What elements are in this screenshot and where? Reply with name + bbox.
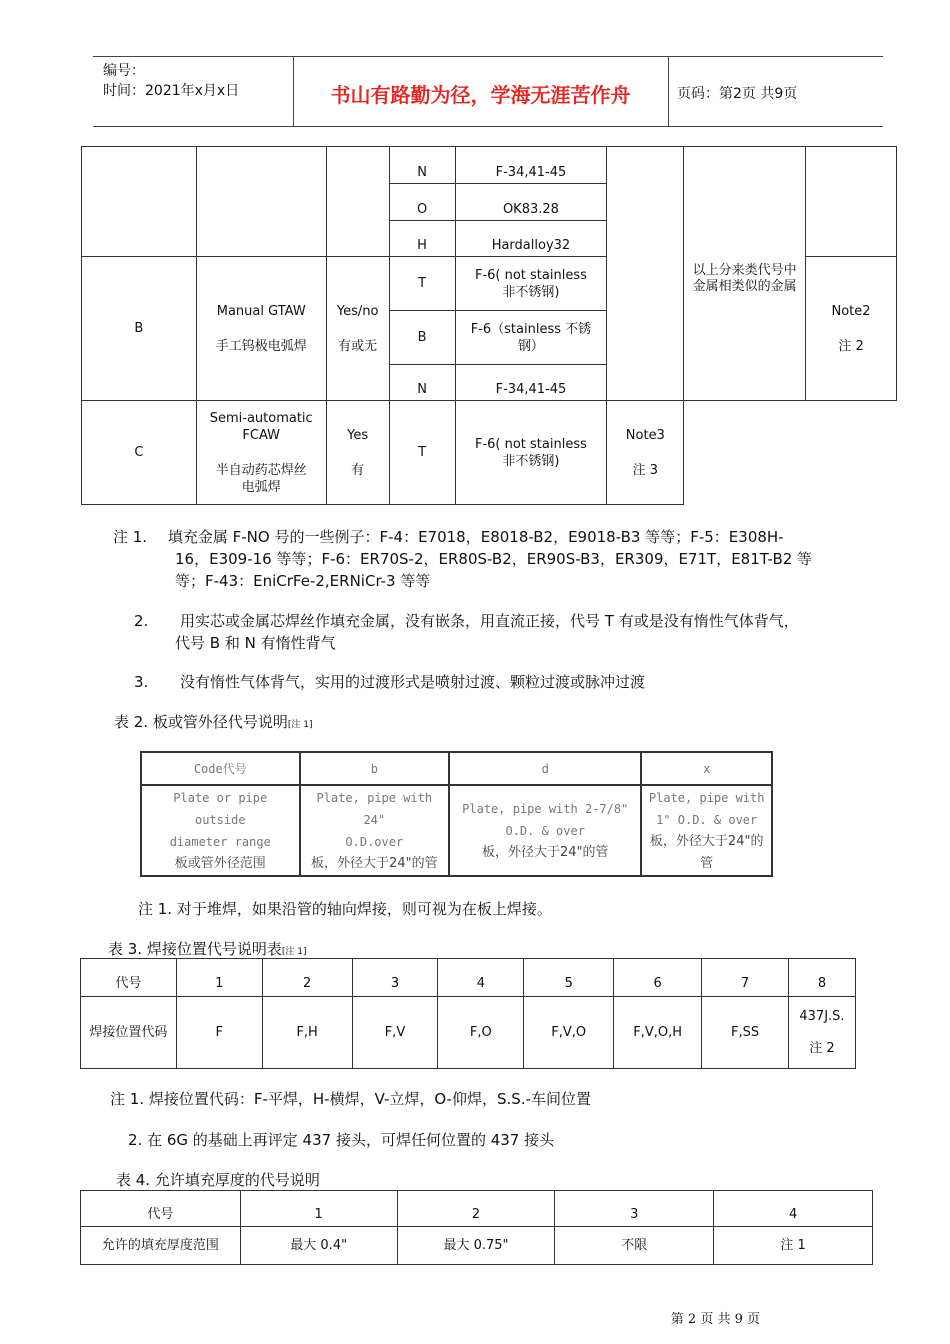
thickness-code-table — [80, 1190, 873, 1265]
process-en: Manual GTAW — [216, 303, 306, 319]
backing-cn: 有 — [351, 462, 365, 478]
header-motto: 书山有路勤为径，学海无涯苦作舟 — [330, 83, 631, 107]
metal-line: F-6( not stainless — [474, 267, 587, 283]
table-cell: F,O — [438, 997, 524, 1069]
header-cell: 7 — [702, 959, 789, 997]
backing-en: Yes — [347, 427, 369, 443]
note-text: 16，E309-16 等等；F-6：ER70S-2，ER80S-B2，ER90S-B3，ER309，E71T，E81T-B2 等 — [175, 550, 813, 568]
metal-line: 非不锈钢) — [502, 284, 560, 300]
range-line: O.D. & over — [505, 823, 585, 838]
page-footer: 第 2 页 共 9 页 — [670, 1312, 760, 1327]
table4-caption: 表 4. 允许填充厚度的代号说明 — [116, 1171, 320, 1189]
caption-text: 表 3. 焊接位置代号说明表 — [108, 940, 282, 958]
process-en: FCAW — [242, 427, 281, 443]
note-1 — [113, 526, 903, 548]
metal-cell — [455, 311, 607, 365]
group-c-process — [196, 401, 326, 505]
table-cell — [82, 147, 197, 257]
process-cn: 手工钨极电弧焊 — [215, 338, 307, 354]
cell-line: 注 2 — [809, 1040, 835, 1056]
header-divider — [668, 57, 669, 126]
header-cell: d — [449, 752, 641, 785]
table-cell: F,H — [262, 997, 352, 1069]
header-cell: 2 — [262, 959, 352, 997]
range-cell — [641, 785, 772, 876]
table-cell — [788, 997, 855, 1069]
process-en: Semi-automatic — [209, 410, 313, 426]
caption-note: [注 1] — [281, 947, 307, 957]
range-line: O.D.over — [345, 834, 404, 849]
time-label: 时间：2021年x月x日 — [103, 83, 240, 99]
caption-note: [注 1] — [287, 720, 313, 730]
header-cell: b — [300, 752, 450, 785]
metal-cell: OK83.28 — [455, 184, 607, 221]
range-line: 1" O.D. & over — [656, 812, 758, 827]
header-cell: 3 — [352, 959, 438, 997]
range-cell — [141, 785, 300, 876]
table-cell: 注 1 — [714, 1227, 873, 1265]
metal-line: 非不锈钢) — [502, 453, 560, 469]
range-line: 板，外径大于24"的管 — [311, 855, 438, 871]
table3-note-2: 2. 在 6G 的基础上再评定 437 接头，可焊任何位置的 437 接头 — [128, 1131, 555, 1149]
range-cell — [449, 785, 641, 876]
header-cell: 6 — [614, 959, 702, 997]
metal-cell — [455, 401, 607, 505]
position-code-table — [80, 958, 856, 1069]
table-cell: F — [176, 997, 262, 1069]
code-cell: O — [389, 184, 455, 221]
range-line: diameter range — [169, 834, 271, 849]
row-label: 允许的填充厚度范围 — [81, 1227, 241, 1265]
metal-cell: F-34,41-45 — [455, 147, 607, 184]
note-label: 注 1. — [113, 528, 148, 546]
group-b-process — [196, 257, 326, 401]
table-cell: F,V — [352, 997, 438, 1069]
note-text: 填充金属 F-NO 号的一些例子：F-4：E7018，E8018-B2，E9018-B3 等等；F-5：E308H- — [167, 528, 784, 546]
table-cell — [326, 147, 389, 257]
note-cn: 注 3 — [632, 462, 659, 478]
metal-cell: F-34,41-45 — [455, 365, 607, 401]
range-line: Plate, pipe with — [648, 790, 765, 805]
table-cell — [607, 147, 684, 401]
group-c-label: C — [82, 401, 197, 505]
header-meta — [103, 61, 239, 101]
header-cell: 5 — [524, 959, 614, 997]
group-c-note — [607, 401, 684, 505]
metal-cell — [455, 257, 607, 311]
note-text: 没有惰性气体背气，实用的过渡形式是喷射过渡、颗粒过渡或脉冲过渡 — [180, 673, 646, 691]
metal-line: 钢） — [517, 338, 544, 354]
group-b-label: B — [82, 257, 197, 401]
similar-metal-cell: 以上分来类代号中金属相类似的金属 — [684, 147, 806, 401]
header-cell: x — [641, 752, 772, 785]
note-text: 等；F-43：EniCrFe-2,ERNiCr-3 等等 — [175, 572, 431, 590]
filler-metal-table — [81, 146, 897, 505]
header-cell: 3 — [555, 1191, 714, 1227]
header-cell: 代号 — [81, 959, 177, 997]
table3-note-1: 注 1. 焊接位置代码：F-平焊，H-横焊，V-立焊，O-仰焊，S.S.-车间位置 — [110, 1090, 592, 1108]
table2-note: 注 1. 对于堆焊，如果沿管的轴向焊接，则可视为在板上焊接。 — [138, 900, 552, 918]
process-cn: 电弧焊 — [241, 479, 281, 495]
metal-line: F-6（stainless 不锈 — [470, 321, 592, 337]
group-c-backing — [326, 401, 389, 505]
code-cell: H — [389, 221, 455, 257]
range-line: 板或管外径范围 — [174, 855, 266, 871]
metal-line: F-6( not stainless — [474, 436, 587, 452]
range-line: Plate, pipe with 24" — [316, 790, 433, 827]
table-cell: F,V,O — [524, 997, 614, 1069]
group-b-backing — [326, 257, 389, 401]
range-line: 板，外径大于24"的 — [649, 833, 764, 849]
table-cell: 最大 0.75" — [397, 1227, 555, 1265]
range-line: Plate or pipe outside — [173, 790, 268, 827]
range-line: 管 — [700, 855, 714, 871]
note-en: Note2 — [831, 303, 871, 319]
note-text: 代号 B 和 N 有惰性背气 — [175, 634, 336, 652]
code-cell: N — [389, 365, 455, 401]
code-cell: N — [389, 147, 455, 184]
header-cell: Code代号 — [141, 752, 300, 785]
table-cell — [196, 147, 326, 257]
group-b-note — [806, 257, 897, 401]
note-label: 3. — [134, 673, 149, 691]
table-cell: F,V,O,H — [614, 997, 702, 1069]
diameter-code-table — [140, 751, 773, 877]
header-cell: 4 — [438, 959, 524, 997]
header-cell: 代号 — [81, 1191, 241, 1227]
cell-line: 437J.S. — [799, 1008, 845, 1024]
page-header — [93, 56, 883, 127]
code-cell: T — [389, 401, 455, 505]
note-text: 用实芯或金属芯焊丝作填充金属，没有嵌条，用直流正接，代号 T 有或是没有惰性气体背气， — [180, 612, 799, 630]
table-cell — [806, 147, 897, 257]
table-cell: F,SS — [702, 997, 789, 1069]
note-en: Note3 — [625, 427, 665, 443]
backing-cn: 有或无 — [338, 338, 378, 354]
table-cell: 不限 — [555, 1227, 714, 1265]
note-cn: 注 2 — [838, 338, 864, 354]
table2-caption — [114, 711, 312, 736]
row-label: 焊接位置代码 — [81, 997, 177, 1069]
code-cell: T — [389, 257, 455, 311]
note-label: 2. — [134, 612, 149, 630]
metal-cell: Hardalloy32 — [455, 221, 607, 257]
backing-en: Yes/no — [336, 303, 379, 319]
header-cell: 1 — [240, 1191, 397, 1227]
header-page-label: 页码：第2页 共9页 — [677, 86, 798, 102]
table-cell: 最大 0.4" — [240, 1227, 397, 1265]
serial-label: 编号： — [103, 63, 145, 79]
header-cell: 1 — [176, 959, 262, 997]
code-cell: B — [389, 311, 455, 365]
header-cell: 8 — [788, 959, 855, 997]
header-cell: 2 — [397, 1191, 555, 1227]
process-cn: 半自动药芯焊丝 — [215, 462, 307, 478]
header-cell: 4 — [714, 1191, 873, 1227]
range-line: 板，外径大于24"的管 — [481, 844, 609, 860]
range-line: Plate, pipe with 2-7/8" — [462, 801, 629, 816]
caption-text: 表 2. 板或管外径代号说明 — [114, 713, 288, 731]
range-cell — [300, 785, 450, 876]
